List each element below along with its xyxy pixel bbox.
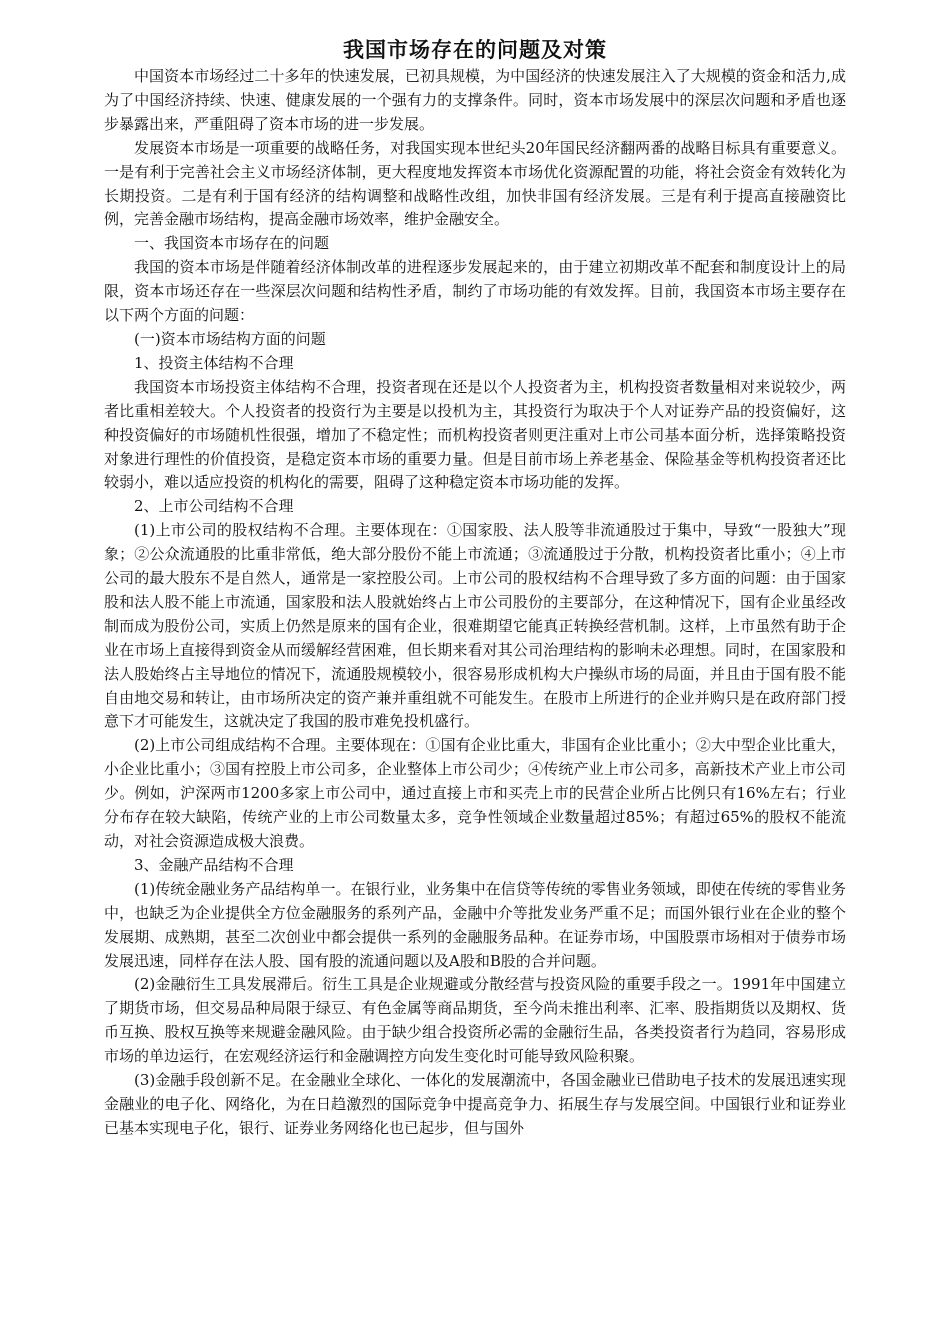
paragraph-intro-1: 中国资本市场经过二十多年的快速发展，已初具规模，为中国经济的快速发展注入了大规模的资金和活力,成为了中国经济持续、快速、健康发展的一个强有力的支撑条件。同时，资本市场发展中的深层次问题和矛盾也逐步暴露出来，严重阻碍了资本市场的进一步发展。 <box>104 67 846 133</box>
section-heading-problems: 一、我国资本市场存在的问题 <box>134 234 330 253</box>
paragraph-derivatives: (2)金融衍生工具发展滞后。衍生工具是企业规避或分散经营与投资风险的重要手段之一。1991年中国建立了期货市场，但交易品种局限于绿豆、有色金属等商品期货，至今尚未推出利率、汇率、股指期货以及期权、货币互换、股权互换等来规避金融风险。由于缺少组合投资所必需的金融衍生品，各类投资者行为趋同，容易形成市场的单边运行，在宏观经济运行和金融调控方向发生变化时可能导致风险积聚。 <box>104 975 846 1066</box>
paragraph-investor-structure: 我国资本市场投资主体结构不合理，投资者现在还是以个人投资者为主，机构投资者数量相对来说较少，两者比重相差较大。个人投资者的投资行为主要是以投机为主，其投资行为取决于个人对证券产品的投资偏好，这种投资偏好的市场随机性很强，增加了不稳定性；而机构投资者则更注重对上市公司基本面分析，选择策略投资对象进行理性的价值投资，是稳定资本市场的重要力量。但是目前市场上养老基金、保险基金等机构投资者还比较弱小，难以适应投资的机构化的需要，阻碍了这种稳定资本市场功能的发挥。 <box>104 377 846 492</box>
paragraph-composition-structure: (2)上市公司组成结构不合理。主要体现在：①国有企业比重大，非国有企业比重小；②大中型企业比重大，小企业比重小；③国有控股上市公司多，企业整体上市公司少；④传统产业上市公司多，高新技术产业上市公司少。例如，沪深两市1200多家上市公司中，通过直接上市和买壳上市的民营企业所占比例只有16%左右；行业分布存在较大缺陷，传统产业的上市公司数量太多，竞争性领域企业数量超过85%；有超过65%的股权不能流动，对社会资源造成极大浪费。 <box>104 736 846 850</box>
paragraph-traditional-products: (1)传统金融业务产品结构单一。在银行业，业务集中在信贷等传统的零售业务领域，即使在传统的零售业务中，也缺乏为企业提供全方位金融服务的系列产品，金融中介等批发业务严重不足；而国外银行业在企业的整个发展期、成熟期，甚至二次创业中都会提供一系列的金融服务品种。在证券市场，中国股票市场相对于债券市场发展迅速，同样存在法人股、国有股的流通问题以及A股和B股的合并问题。 <box>104 879 846 970</box>
subsection-heading-structure: (一)资本市场结构方面的问题 <box>134 329 326 348</box>
paragraph-innovation: (3)金融手段创新不足。在金融业全球化、一体化的发展潮流中，各国金融业已借助电子技术的发展迅速实现金融业的电子化、网络化，为在日趋激烈的国际竞争中提高竞争力、拓展生存与发展空间。中国银行业和证券业已基本实现电子化，银行、证券业务网络化也已起步，但与国外 <box>104 1071 846 1137</box>
paragraph-intro-2: 发展资本市场是一项重要的战略任务，对我国实现本世纪头20年国民经济翻两番的战略目标具有重要意义。一是有利于完善社会主义市场经济体制，更大程度地发挥资本市场优化资源配置的功能，将社会资金有效转化为长期投资。二是有利于国有经济的结构调整和战略性改组，加快非国有经济发展。三是有利于提高直接融资比例，完善金融市场结构，提高金融市场效率，维护金融安全。 <box>104 138 846 229</box>
item-heading-financial-products: 3、金融产品结构不合理 <box>134 855 294 874</box>
paragraph-equity-structure: (1)上市公司的股权结构不合理。主要体现在：①国家股、法人股等非流通股过于集中，导致“一股独大”现象；②公众流通股的比重非常低，绝大部分股份不能上市流通；③流通股过于分散，机构投资者比重小；④上市公司的最大股东不是自然人，通常是一家控股公司。上市公司的股权结构不合理导致了多方面的问题：由于国家股和法人股不能上市流通，国家股和法人股就始终占上市公司股份的主要部分，在这种情况下，国有企业虽经改制而成为股份公司，实质上仍然是原来的国有企业，很难期望它能真正转换经营机制。这样，上市虽然有助于企业在市场上直接得到资金从而缓解经营困难，但长期来看对其公司治理结构的影响未必理想。同时，在国家股和法人股始终占主导地位的情况下，流通股规模较小，很容易形成机构大户操纵市场的局面，并且由于国有股不能自由地交易和转让，由市场所决定的资产兼并重组就不可能发生。在股市上所进行的企业并购只是在政府部门授意下才可能发生，这就决定了我国的股市难免投机盛行。 <box>104 521 846 731</box>
document-title: 我国市场存在的问题及对策 <box>343 37 607 62</box>
paragraph-problems-overview: 我国的资本市场是伴随着经济体制改革的进程逐步发展起来的，由于建立初期改革不配套和制度设计上的局限，资本市场还存在一些深层次问题和结构性矛盾，制约了市场功能的有效发挥。目前，我国资本市场主要存在以下两个方面的问题： <box>104 258 846 325</box>
item-heading-listed-company-structure: 2、上市公司结构不合理 <box>134 497 294 516</box>
item-heading-investor-structure: 1、投资主体结构不合理 <box>134 353 294 372</box>
